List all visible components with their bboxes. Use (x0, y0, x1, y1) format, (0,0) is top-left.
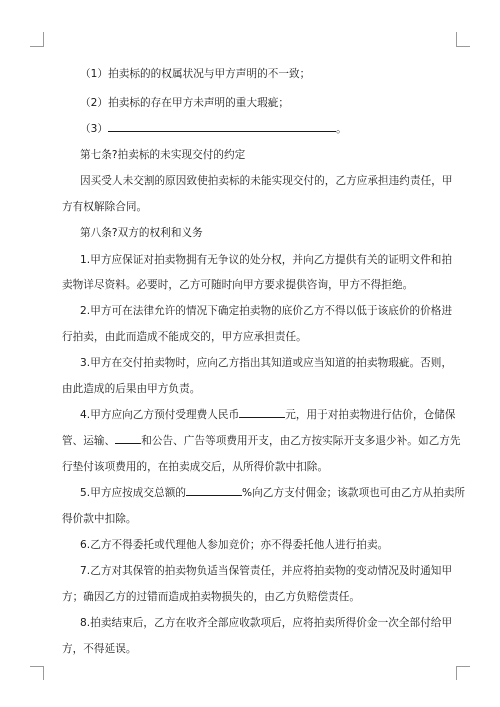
clause-item-1: （1）拍卖标的的权属状况与甲方声明的不一致； (80, 68, 311, 80)
item-5-text-a: 5.甲方应按成交总额的 (80, 487, 187, 499)
article-8-item-7-line-1: 7.乙方对其保管的拍卖物负适当保管责任，并应将拍卖物的变动情况及时通知甲 (80, 565, 453, 577)
article-8-item-1-line-1: 1.甲方应保证对拍卖物拥有无争议的处分权，并向乙方提供有关的证明文件和拍 (80, 254, 453, 266)
article-8-item-8-line-2: 方，不得延误。 (62, 643, 137, 655)
article-8-item-2-line-2: 行拍卖，由此而造成不能成交的，甲方应承担责任。 (62, 331, 307, 343)
fill-in-blank (239, 408, 285, 418)
item-4-text-d: 和公告、广告等项费用开支，由乙方按实际开支多退少补。如乙方先 (141, 435, 461, 447)
article-8-item-3-line-1: 3.甲方在交付拍卖物时，应向乙方指出其知道或应当知道的拍卖物瑕疵。否则， (80, 357, 453, 369)
clause-item-3-label: （3） (80, 123, 109, 135)
item-4-text-c: 管、运输、 (62, 435, 116, 447)
item-5-text-b: %向乙方支付佣金；该款项也可由乙方从拍卖所 (242, 487, 466, 499)
item-4-text-a: 4.甲方应向乙方预付受理费人民币 (80, 409, 240, 421)
article-8-heading: 第八条?双方的权利和义务 (80, 227, 203, 239)
article-8-item-2-line-1: 2.甲方可在法律允许的情况下确定拍卖物的底价乙方不得以低于该底价的价格进 (80, 305, 453, 317)
article-8-item-3-line-2: 由此造成的后果由甲方负责。 (62, 383, 201, 395)
article-8-item-8-line-1: 8.拍卖结束后，乙方在收齐全部应收款项后，应将拍卖所得价金一次全部付给甲 (80, 617, 453, 629)
article-8-item-4-line-3: 行垫付该项费用的，在拍卖成交后，从所得价款中扣除。 (62, 461, 329, 473)
fill-in-blank (108, 122, 336, 132)
article-8-item-6: 6.乙方不得委托或代理他人参加竞价；亦不得委托他人进行拍卖。 (80, 539, 389, 551)
clause-item-3 (80, 122, 446, 136)
article-8-item-5-line-2: 得价款中扣除。 (62, 513, 137, 525)
clause-item-3-end: 。 (336, 123, 347, 135)
article-7-heading: 第七条?拍卖标的未实现交付的约定 (80, 149, 246, 161)
article-8-item-1-line-2: 卖物详尽资料。必要时，乙方可随时向甲方要求提供咨询，甲方不得拒绝。 (62, 279, 414, 291)
article-7-text-line-1: 因买受人未交割的原因致使拍卖标的未能实现交付的，乙方应承担违约责任，甲 (80, 175, 453, 187)
article-8-item-4-line-2 (62, 434, 461, 448)
fill-in-blank (186, 486, 242, 496)
clause-item-2: （2）拍卖标的存在甲方未声明的重大瑕疵； (80, 97, 290, 109)
fill-in-blank (115, 434, 141, 444)
article-8-item-5-line-1 (80, 486, 466, 500)
article-8-item-7-line-2: 方；确因乙方的过错而造成拍卖物损失的，由乙方负赔偿责任。 (62, 591, 361, 603)
item-4-text-b: 元，用于对拍卖物进行估价，仓储保 (285, 409, 456, 421)
article-8-item-4-line-1 (80, 408, 456, 422)
article-7-text-line-2: 方有权解除合同。 (62, 201, 148, 213)
